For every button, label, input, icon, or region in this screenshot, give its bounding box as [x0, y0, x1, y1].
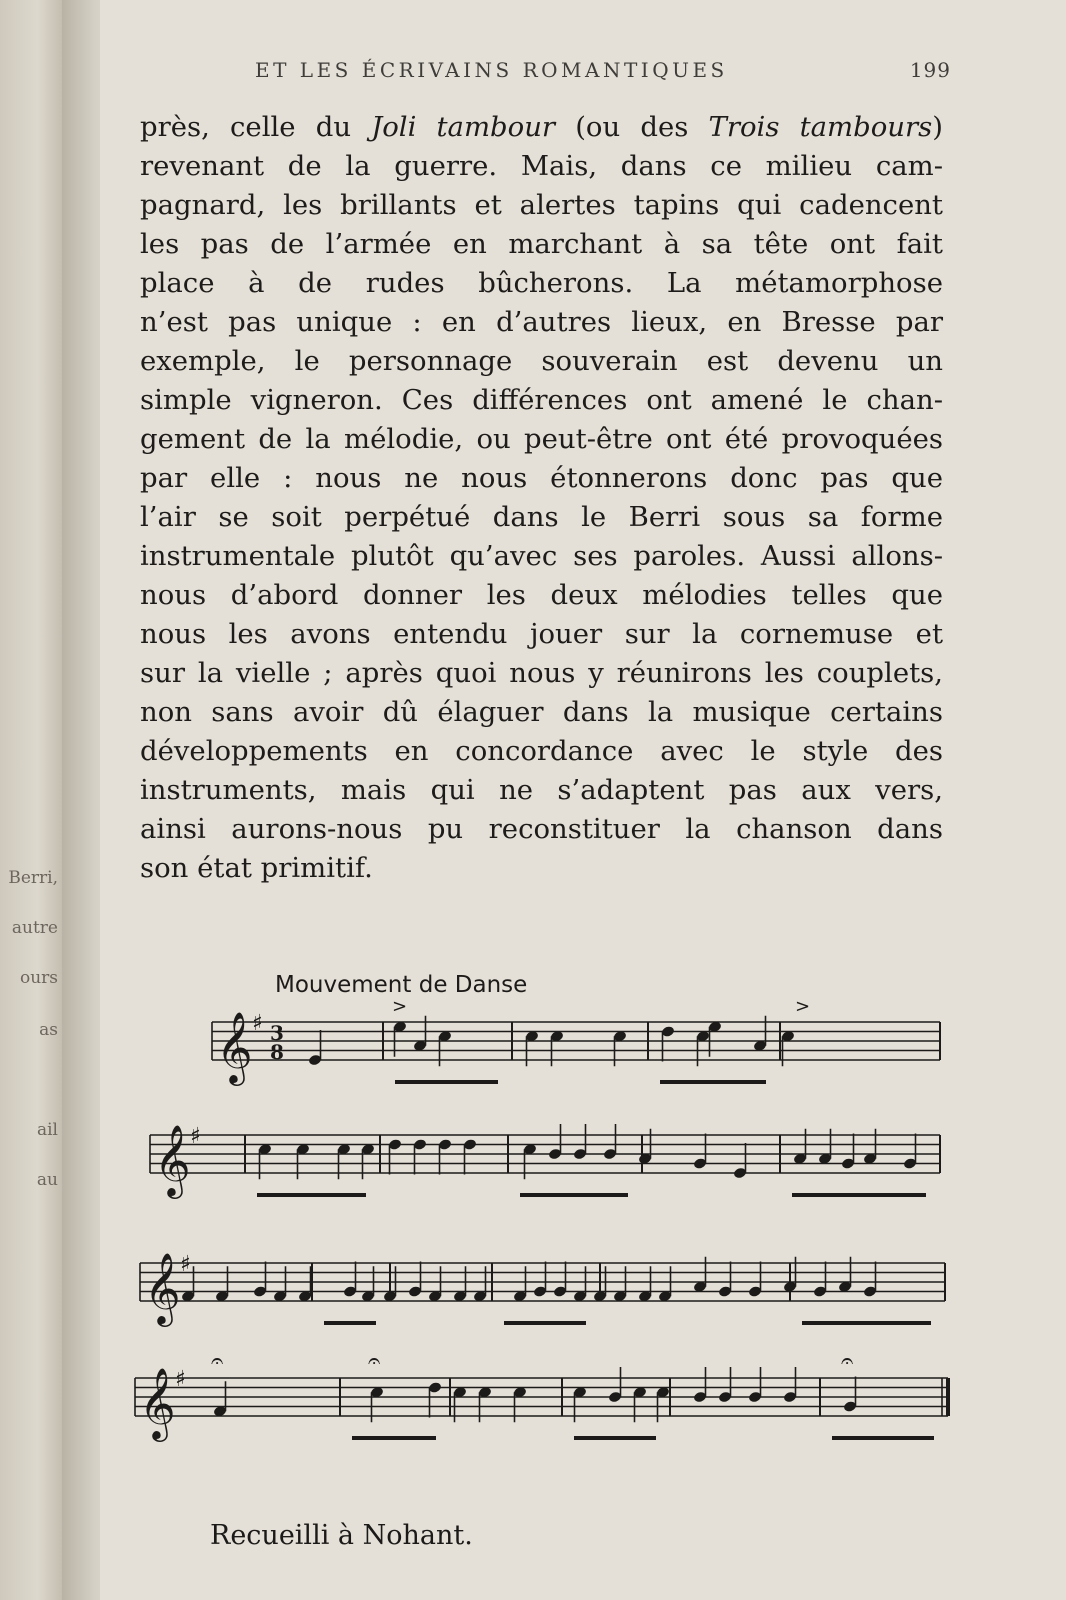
text-line: son état primitif. — [140, 852, 373, 884]
sharp-icon: ♯ — [175, 1367, 186, 1392]
previous-page-edge — [0, 0, 62, 1600]
text-line: non sans avoir dû élaguer dans la musique certains — [140, 696, 943, 728]
text-line: gement de la mélodie, ou peut-être ont été provoquées — [140, 423, 943, 455]
time-signature-bottom: 8 — [270, 1040, 284, 1064]
left-page-fragment: Berri, — [8, 868, 58, 888]
text-line: les pas de l’armée en marchant à sa tête ont fait — [140, 228, 943, 260]
italic-title: Trois tambours — [708, 111, 933, 143]
text-line: place à de rudes bûcherons. La métamorphose — [140, 267, 943, 299]
text-line: exemple, le personnage souverain est devenu un — [140, 345, 943, 377]
body-paragraph — [140, 108, 943, 888]
text-line: simple vigneron. Ces différences ont amené le chan- — [140, 384, 943, 416]
text-line: nous les avons entendu jouer sur la cornemuse et — [140, 618, 943, 650]
accent-icon: > — [392, 1000, 408, 1017]
treble-clef-icon: 𝄞 — [154, 1123, 191, 1196]
fermata-icon: 𝄐 — [841, 1349, 854, 1374]
left-page-fragment: autre — [11, 918, 58, 938]
running-title: ET LES ÉCRIVAINS ROMANTIQUES — [255, 58, 728, 82]
text-line: revenant de la guerre. Mais, dans ce milieu cam- — [140, 150, 943, 182]
text-line: développements en concordance avec le style des — [140, 735, 943, 767]
left-page-fragment: ail — [36, 1120, 58, 1140]
fermata-icon: 𝄐 — [368, 1349, 381, 1374]
source-note: Recueilli à Nohant. — [210, 1520, 473, 1551]
left-page-fragment: ours — [19, 968, 58, 988]
left-page-fragment: au — [36, 1170, 58, 1190]
text-line: instruments, mais qui ne s’adaptent pas aux vers, — [140, 774, 943, 806]
text-line: pagnard, les brillants et alertes tapins qui cadencent — [140, 189, 943, 221]
left-page-fragment: as — [39, 1020, 58, 1040]
italic-title: Joli tambour — [371, 111, 556, 143]
treble-clef-icon: 𝄞 — [216, 1010, 253, 1083]
sharp-icon: ♯ — [190, 1124, 201, 1149]
text-line: nous d’abord donner les deux mélodies telles que — [140, 579, 943, 611]
treble-clef-icon: 𝄞 — [139, 1366, 176, 1439]
sharp-icon: ♯ — [180, 1252, 191, 1277]
text-line: instrumentale plutôt qu’avec ses paroles. Aussi allons- — [140, 540, 943, 572]
page-number: 199 — [909, 58, 951, 82]
text-line: par elle : nous ne nous étonnerons donc pas que — [140, 462, 943, 494]
tempo-marking: Mouvement de Danse — [275, 972, 528, 998]
treble-clef-icon: 𝄞 — [144, 1251, 181, 1324]
fermata-icon: 𝄐 — [211, 1349, 224, 1374]
text-line: ainsi aurons-nous pu reconstituer la chanson dans — [140, 813, 943, 845]
time-signature-top: 3 — [270, 1021, 284, 1045]
text-line: près, celle du Joli tambour (ou des Trois tambours) — [140, 111, 943, 143]
text-line: n’est pas unique : en d’autres lieux, en Bresse par — [140, 306, 943, 338]
text-line: sur la vielle ; après quoi nous y réunirons les couplets, — [140, 657, 943, 689]
book-page — [100, 0, 1066, 1600]
music-score — [100, 1000, 1066, 1500]
text-line: l’air se soit perpétué dans le Berri sous sa forme — [140, 501, 943, 533]
accent-icon: > — [795, 1000, 811, 1017]
sharp-icon: ♯ — [252, 1011, 263, 1036]
